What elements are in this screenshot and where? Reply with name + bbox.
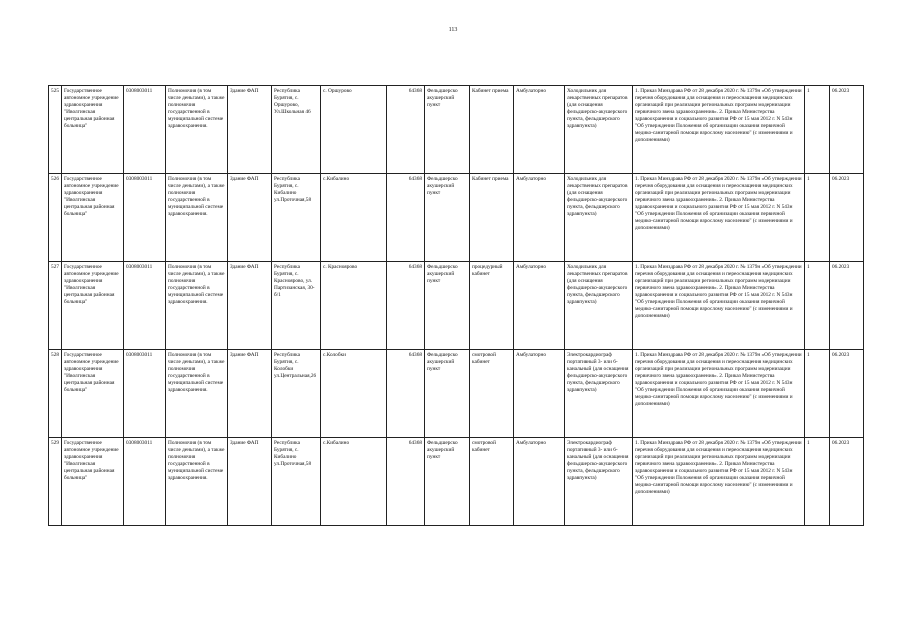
table-row xyxy=(49,262,864,350)
legal-basis: 1. Приказ Минздрава РФ от 28 декабря 2020 г. № 1379н «Об утверждении перечня оборудования для оснащения и переоснащения медицинских организаций при реализации региональных программ модернизации первичного звена здравоохранения». 2. Приказ Министерства здравоохранения и социального развития РФ от 15 мая 2012 г. N 543н "Об утверждении Положения об организации оказания первичной медико-санитарной помощи взрослому населению" (с изменениями и дополнениями) xyxy=(633,86,805,174)
row-number: 529 xyxy=(49,438,62,526)
postal-index: 64368 xyxy=(387,86,425,174)
row-number: 527 xyxy=(49,262,62,350)
delivery-date: 06.2023 xyxy=(830,86,864,174)
object-type: Здание ФАП xyxy=(228,86,272,174)
organization-inn: 0308003011 xyxy=(124,350,166,438)
settlement: с. Красноярово xyxy=(321,262,387,350)
care-type: Амбулаторно xyxy=(514,86,565,174)
organization-name: Государственное автономное учреждение здравоохранения "Иволгинская центральная районная больница" xyxy=(62,174,124,262)
table-row xyxy=(49,86,864,174)
row-number: 528 xyxy=(49,350,62,438)
legal-basis: 1. Приказ Минздрава РФ от 28 декабря 2020 г. № 1379н «Об утверждении перечня оборудования для оснащения и переоснащения медицинских организаций при реализации региональных программ модернизации первичного звена здравоохранения». 2. Приказ Министерства здравоохранения и социального развития РФ от 15 мая 2012 г. N 543н "Об утверждении Положения об организации оказания первичной медико-санитарной помощи взрослому населению" (с изменениями и дополнениями) xyxy=(633,174,805,262)
row-number: 525 xyxy=(49,86,62,174)
quantity: 1 xyxy=(805,350,830,438)
authority-description: Полномочия (в том числе деньгами), а также полномочия государственной в муниципальной системе здравоохранения. xyxy=(166,86,228,174)
postal-index: 64368 xyxy=(387,262,425,350)
object-address: Республика Бурятия, с. Кибалино ул.Проточная,58 xyxy=(272,174,321,262)
quantity: 1 xyxy=(805,438,830,526)
postal-index: 64368 xyxy=(387,438,425,526)
organization-name: Государственное автономное учреждение здравоохранения "Иволгинская центральная районная больница" xyxy=(62,438,124,526)
facility-kind: Фельдшерско акушерский пункт xyxy=(425,86,470,174)
equipment-name: Электрокардиограф портативный 3- или 6-канальный (для оснащения фельдшерско-акушерского пункта, фельдшерского здравпункта) xyxy=(565,438,633,526)
care-type: Амбулаторно xyxy=(514,438,565,526)
room-name: процедурный кабинет xyxy=(470,262,514,350)
settlement: с. Оршурово xyxy=(321,86,387,174)
organization-name: Государственное автономное учреждение здравоохранения "Иволгинская центральная районная больница" xyxy=(62,86,124,174)
quantity: 1 xyxy=(805,86,830,174)
delivery-date: 06.2023 xyxy=(830,350,864,438)
object-address: Республика Бурятия, с. Красноярово, ул. Партизанская, 30-б/1 xyxy=(272,262,321,350)
delivery-date: 06.2023 xyxy=(830,174,864,262)
object-address: Республика Бурятия, с. Оршурово, Ул.Школьная 46 xyxy=(272,86,321,174)
equipment-name: Холодильник для лекарственных препаратов (для оснащения фельдшерско-акушерского пункта, фельдшерского здравпункта) xyxy=(565,262,633,350)
page-number: 113 xyxy=(448,27,458,33)
care-type: Амбулаторно xyxy=(514,262,565,350)
authority-description: Полномочия (в том числе деньгами), а также полномочия государственной в муниципальной системе здравоохранения. xyxy=(166,262,228,350)
delivery-date: 06.2023 xyxy=(830,438,864,526)
table-row xyxy=(49,350,864,438)
quantity: 1 xyxy=(805,174,830,262)
settlement: с.Кибалино xyxy=(321,438,387,526)
legal-basis: 1. Приказ Минздрава РФ от 28 декабря 2020 г. № 1379н «Об утверждении перечня оборудования для оснащения и переоснащения медицинских организаций при реализации региональных программ модернизации первичного звена здравоохранения». 2. Приказ Министерства здравоохранения и социального развития РФ от 15 мая 2012 г. N 543н "Об утверждении Положения об организации оказания первичной медико-санитарной помощи взрослому населению" (с изменениями и дополнениями) xyxy=(633,350,805,438)
organization-inn: 0308003011 xyxy=(124,438,166,526)
settlement: с.Кибалино xyxy=(321,174,387,262)
care-type: Амбулаторно xyxy=(514,350,565,438)
legal-basis: 1. Приказ Минздрава РФ от 28 декабря 2020 г. № 1379н «Об утверждении перечня оборудования для оснащения и переоснащения медицинских организаций при реализации региональных программ модернизации первичного звена здравоохранения». 2. Приказ Министерства здравоохранения и социального развития РФ от 15 мая 2012 г. N 543н "Об утверждении Положения об организации оказания первичной медико-санитарной помощи взрослому населению" (с изменениями и дополнениями) xyxy=(633,438,805,526)
object-type: Здание ФАП xyxy=(228,350,272,438)
object-type: Здание ФАП xyxy=(228,174,272,262)
table-row xyxy=(49,438,864,526)
facility-kind: Фельдшерско акушерский пункт xyxy=(425,174,470,262)
organization-inn: 0308003011 xyxy=(124,262,166,350)
care-type: Амбулаторно xyxy=(514,174,565,262)
object-address: Республика Бурятия, с. Кибалино ул.Проточная,58 xyxy=(272,438,321,526)
organization-inn: 0308003011 xyxy=(124,86,166,174)
room-name: Кабинет приема xyxy=(470,86,514,174)
organization-name: Государственное автономное учреждение здравоохранения "Иволгинская центральная районная больница" xyxy=(62,350,124,438)
authority-description: Полномочия (в том числе деньгами), а также полномочия государственной в муниципальной системе здравоохранения. xyxy=(166,438,228,526)
equipment-name: Электрокардиограф портативный 3- или 6-канальный (для оснащения фельдшерско-акушерского пункта, фельдшерского здравпункта) xyxy=(565,350,633,438)
authority-description: Полномочия (в том числе деньгами), а также полномочия государственной в муниципальной системе здравоохранения. xyxy=(166,350,228,438)
facility-kind: Фельдшерско акушерский пункт xyxy=(425,438,470,526)
object-type: Здание ФАП xyxy=(228,262,272,350)
room-name: Кабинет приема xyxy=(470,174,514,262)
postal-index: 64368 xyxy=(387,350,425,438)
postal-index: 64368 xyxy=(387,174,425,262)
equipment-registry-table xyxy=(48,85,864,526)
facility-kind: Фельдшерско акушерский пункт xyxy=(425,262,470,350)
room-name: смотровой кабинет xyxy=(470,438,514,526)
legal-basis: 1. Приказ Минздрава РФ от 28 декабря 2020 г. № 1379н «Об утверждении перечня оборудования для оснащения и переоснащения медицинских организаций при реализации региональных программ модернизации первичного звена здравоохранения». 2. Приказ Министерства здравоохранения и социального развития РФ от 15 мая 2012 г. N 543н "Об утверждении Положения об организации оказания первичной медико-санитарной помощи взрослому населению" (с изменениями и дополнениями) xyxy=(633,262,805,350)
table-row xyxy=(49,174,864,262)
object-address: Республика Бурятия, с. Колобки ул.Центральная,26 xyxy=(272,350,321,438)
object-type: Здание ФАП xyxy=(228,438,272,526)
organization-inn: 0308003011 xyxy=(124,174,166,262)
authority-description: Полномочия (в том числе деньгами), а также полномочия государственной в муниципальной системе здравоохранения. xyxy=(166,174,228,262)
equipment-name: Холодильник для лекарственных препаратов (для оснащения фельдшерско-акушерского пункта, фельдшерского здравпункта) xyxy=(565,174,633,262)
facility-kind: Фельдшерско акушерский пункт xyxy=(425,350,470,438)
row-number: 526 xyxy=(49,174,62,262)
delivery-date: 06.2023 xyxy=(830,262,864,350)
room-name: смотровой кабинет xyxy=(470,350,514,438)
settlement: с.Колобки xyxy=(321,350,387,438)
quantity: 1 xyxy=(805,262,830,350)
organization-name: Государственное автономное учреждение здравоохранения "Иволгинская центральная районная больница" xyxy=(62,262,124,350)
equipment-name: Холодильник для лекарственных препаратов (для оснащения фельдшерско-акушерского пункта, фельдшерского здравпункта) xyxy=(565,86,633,174)
